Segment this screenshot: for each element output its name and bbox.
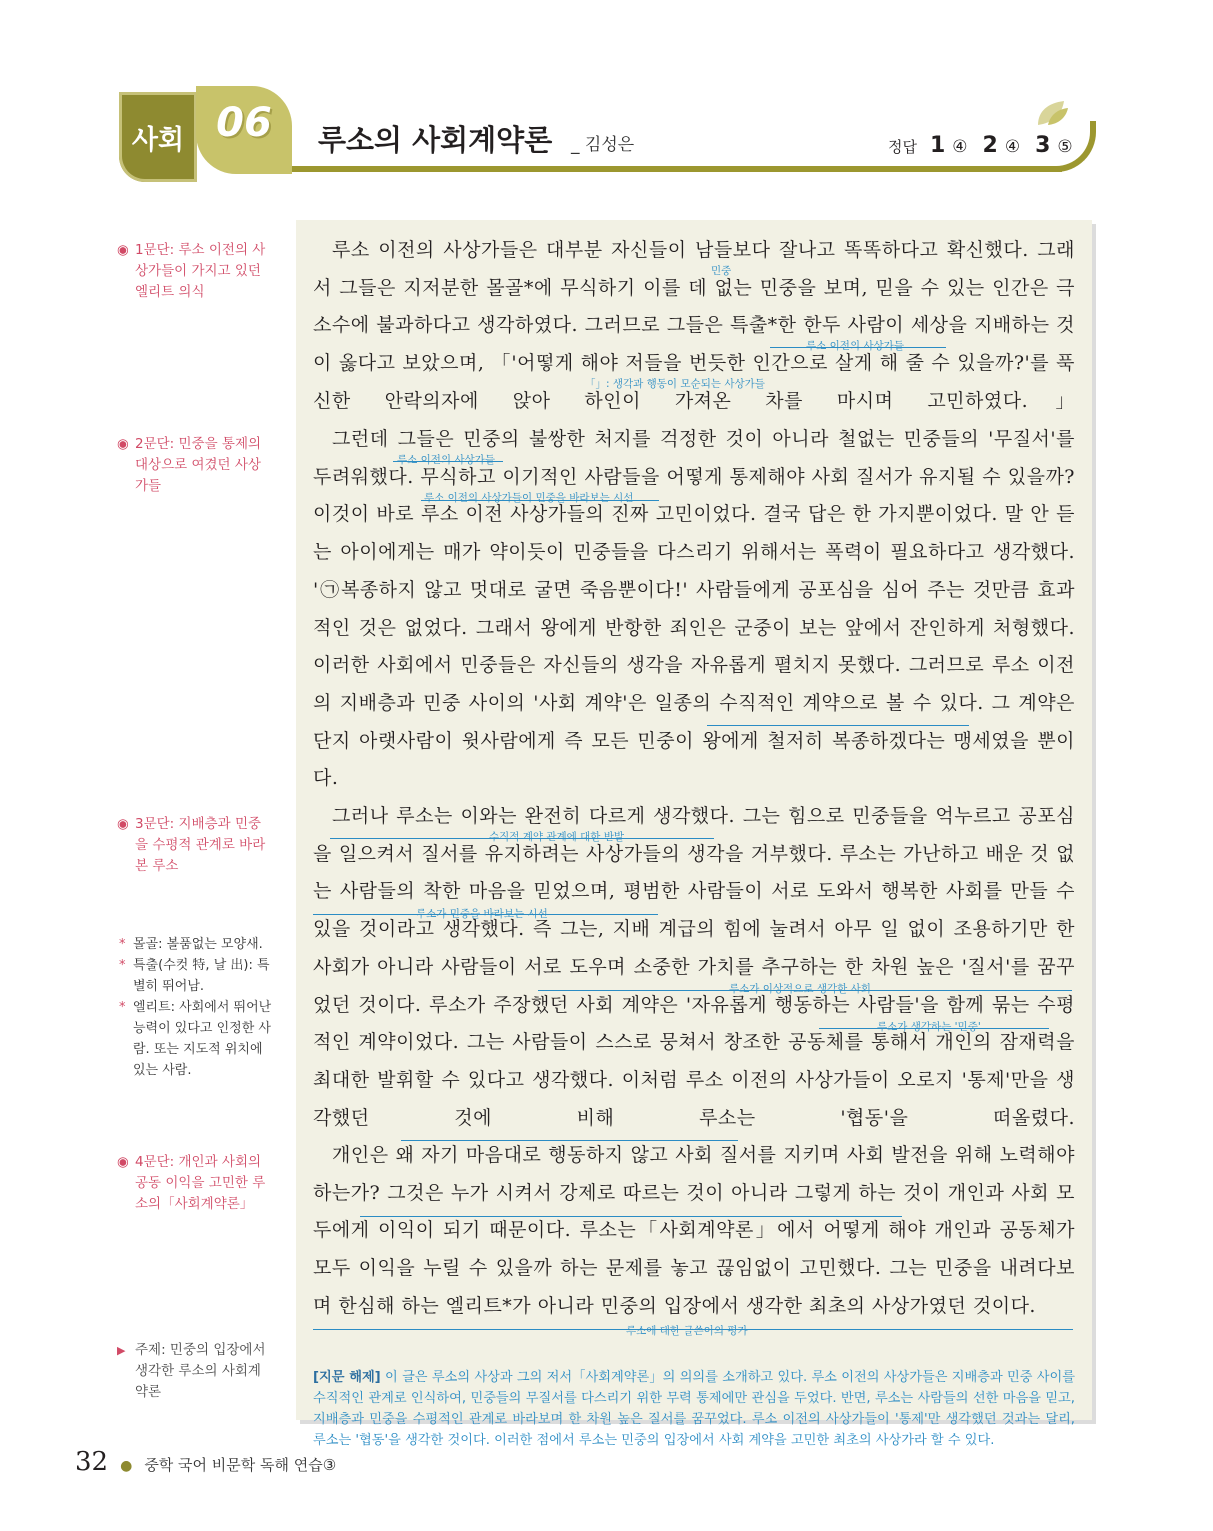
answer-choice-1: ④	[952, 137, 968, 157]
underline	[770, 347, 946, 348]
annotation: 루소가 민중을 바라보는 시선	[416, 908, 548, 920]
underline	[360, 1216, 902, 1217]
subject-badge	[119, 92, 197, 182]
bullet-icon: ●	[120, 1458, 133, 1474]
answer-num-2: 2	[982, 133, 998, 158]
author: _ 김성은	[571, 135, 635, 155]
page-number: 32	[75, 1447, 109, 1477]
passage-summary	[313, 1367, 1075, 1451]
underline	[313, 914, 658, 915]
answer-num-3: 3	[1035, 133, 1051, 158]
glossary-item: * 엘리트: 사회에서 뛰어난 능력이 있다고 인정한 사람. 또는 지도적 위치에 있는 사람.	[117, 997, 272, 1081]
underline	[707, 725, 969, 726]
section-number: 06	[216, 100, 272, 146]
paragraph-3: 그러나 루소는 이와는 완전히 다르게 생각했다. 그는 힘으로 민중들을 억누르고 공포심을 일으켜서 질서를 유지하려는 사상가들의 생각을 거부했다. 루소는 가난하고 배운 것 없는 사람들의 착한 마음을 믿었으며, 평범한 사람들이 서로 도와서 행복한 사회를 만들 수 있을 것이라고 생각했다. 즉 그는, 지배 계급의 힘에 눌려서 아무 일 없이 조용하기만 한 사회가 아니라 사람들이 서로 도우며 소중한 가치를 추구하는 한 차원 높은 '질서'를 꿈꾸었던 것이다. 루소가 주장했던 사회 계약은 '자유롭게 행동하는 사람들'을 함께 묶는 수평적인 계약이었다. 그는 사람들이 스스로 뭉쳐서 창조한 공동체를 통해서 개인의 잠재력을 최대한 발휘할 수 있다고 생각했다. 이처럼 루소 이전의 사상가들이 오로지 '통제'만을 생각했던 것에 비해 루소는 '협동'을 떠올렸다.	[313, 805, 1075, 1129]
annotation: 루소 이전의 사상가들	[397, 454, 495, 466]
book-title: 중학 국어 비문학 독해 연습③	[144, 1456, 337, 1474]
sidebar-note-4: ◉ 4문단: 개인과 사회의 공동 이익을 고민한 루소의「사회계약론」	[117, 1154, 266, 1212]
summary-text: 이 글은 루소의 사상과 그의 저서「사회계약론」의 의의를 소개하고 있다. 루소 이전의 사상가들은 지배층과 민중 사이를 수직적인 관계로 인식하여, 민중들의 무질서를 다스리기 위한 무력 통제에만 관심을 두었다. 반면, 루소는 사람들의 선한 마음을 믿고, 지배층과 민중을 수평적인 관계로 바라보며 한 차원 높은 질서를 꿈꾸었다. 루소 이전의 사상가들이 '통제'만 생각했던 것과는 달리, 루소는 '협동'을 생각한 것이다. 이러한 점에서 루소는 민중의 입장에서 사회 계약을 고민한 최초의 사상가라 할 수 있다.	[313, 1370, 1075, 1448]
bullet-icon: ◉	[117, 816, 129, 832]
annotation: 루소 이전의 사상가들	[806, 340, 904, 352]
annotation: 「」: 생각과 행동이 모순되는 사상가들	[585, 378, 765, 390]
theme-note: ▶ 주제: 민중의 입장에서 생각한 루소의 사회계약론	[117, 1342, 266, 1400]
answer-num-1: 1	[929, 133, 946, 158]
page-title: 루소의 사회계약론	[318, 123, 553, 157]
sidebar-note-3: ◉ 3문단: 지배층과 민중을 수평적 관계로 바라본 루소	[117, 816, 266, 874]
underline	[393, 461, 503, 462]
leaf-icon	[1034, 99, 1070, 127]
answer-choice-2: ④	[1004, 137, 1021, 157]
summary-heading: [지문 해제]	[313, 1370, 381, 1385]
underline	[421, 500, 659, 501]
underline	[538, 990, 1072, 991]
triangle-icon: ▶	[117, 1344, 126, 1357]
paragraph-4: 개인은 왜 자기 마음대로 행동하지 않고 사회 질서를 지키며 사회 발전을 위해 노력해야 하는가? 그것은 누가 시켜서 강제로 따르는 것이 아니라 그렇게 하는 것이 개인과 사회 모두에게 이익이 되기 때문이다. 루소는「사회계약론」에서 어떻게 해야 개인과 공동체가 모두 이익을 누릴 수 있을까 하는 문제를 놓고 끊임없이 고민했다. 그는 민중을 내려다보며 한심해 하는 엘리트*가 아니라 민중의 입장에서 생각한 최초의 사상가였던 것이다.	[313, 1144, 1075, 1317]
paragraph-2: 그런데 그들은 민중의 불쌍한 처지를 걱정한 것이 아니라 철없는 민중들의 '무질서'를 두려워했다. 무식하고 이기적인 사람들을 어떻게 통제해야 사회 질서가 유지될 수 있을까? 이것이 바로 루소 이전 사상가들의 진짜 고민이었다. 결국 답은 한 가지뿐이었다. 말 안 듣는 아이에게는 매가 약이듯이 민중들을 다스리기 위해서는 폭력이 필요하다고 생각했다. '㉠복종하지 않고 멋대로 굴면 죽음뿐이다!' 사람들에게 공포심을 심어 주는 것만큼 효과적인 것은 없었다. 그래서 왕에게 반항한 죄인은 군중이 보는 앞에서 잔인하게 처형했다. 이러한 사회에서 민중들은 자신들의 생각을 자유롭게 펼치지 못했다. 그러므로 루소 이전의 지배층과 민중 사이의 '사회 계약'은 일종의 수직적인 계약으로 볼 수 있다. 그 계약은 단지 아랫사람이 윗사람에게 즉 모든 민중이 왕에게 철저히 복종하겠다는 맹세였을 뿐이다.	[313, 428, 1075, 790]
annotation: 루소가 생각하는 '민중'	[877, 1021, 981, 1033]
paragraph-1: 루소 이전의 사상가들은 대부분 자신들이 남들보다 잘나고 똑똑하다고 확신했다. 그래서 그들은 지저분한 몰골*에 무식하기 이를 데 없는 민중을 보며, 믿을 수 있는 인간은 극소수에 불과하다고 생각하였다. 그러므로 그들은 특출*한 한두 사람이 세상을 지배하는 것이 옳다고 보았으며, 「'어떻게 해야 저들을 번듯한 인간으로 살게 해 줄 수 있을까?'를 푹신한 안락의자에 앉아 하인이 가져온 차를 마시며 고민하였다.」	[313, 239, 1075, 412]
annotation: 루소에 대한 글쓴이의 평가	[626, 1325, 748, 1337]
underline	[819, 1028, 1049, 1029]
annotation: 루소 이전의 사상가들이 민중을 바라보는 시선	[424, 492, 634, 504]
annotation: 루소가 이상적으로 생각한 사회	[729, 983, 871, 995]
bullet-icon: ◉	[117, 436, 129, 452]
underline	[313, 1329, 1073, 1330]
sidebar-note-1: ◉ 1문단: 루소 이전의 사상가들이 가지고 있던 엘리트 의식	[117, 242, 266, 300]
glossary-item: * 특출(수컷 特, 날 出): 특별히 뛰어남.	[117, 955, 272, 997]
subject-label: 사회	[131, 125, 185, 156]
annotation: 수직적 계약 관계에 대한 반발	[489, 831, 625, 843]
answer-label: 정답	[888, 138, 917, 156]
bullet-icon: ◉	[117, 242, 129, 258]
glossary-item: * 몰골: 볼품없는 모양새.	[117, 934, 272, 955]
glossary	[117, 934, 272, 1081]
bullet-icon: ◉	[117, 1154, 129, 1170]
annotation: 민중	[711, 265, 732, 277]
number-badge	[196, 86, 292, 174]
page-footer	[75, 1447, 336, 1477]
underline	[401, 1140, 738, 1141]
answer-choice-3: ⑤	[1057, 137, 1073, 157]
answer-key	[888, 133, 1081, 158]
sidebar-note-2: ◉ 2문단: 민중을 통제의 대상으로 여겼던 사상가들	[117, 436, 262, 494]
header-rule	[292, 166, 1062, 172]
underline	[330, 838, 714, 839]
